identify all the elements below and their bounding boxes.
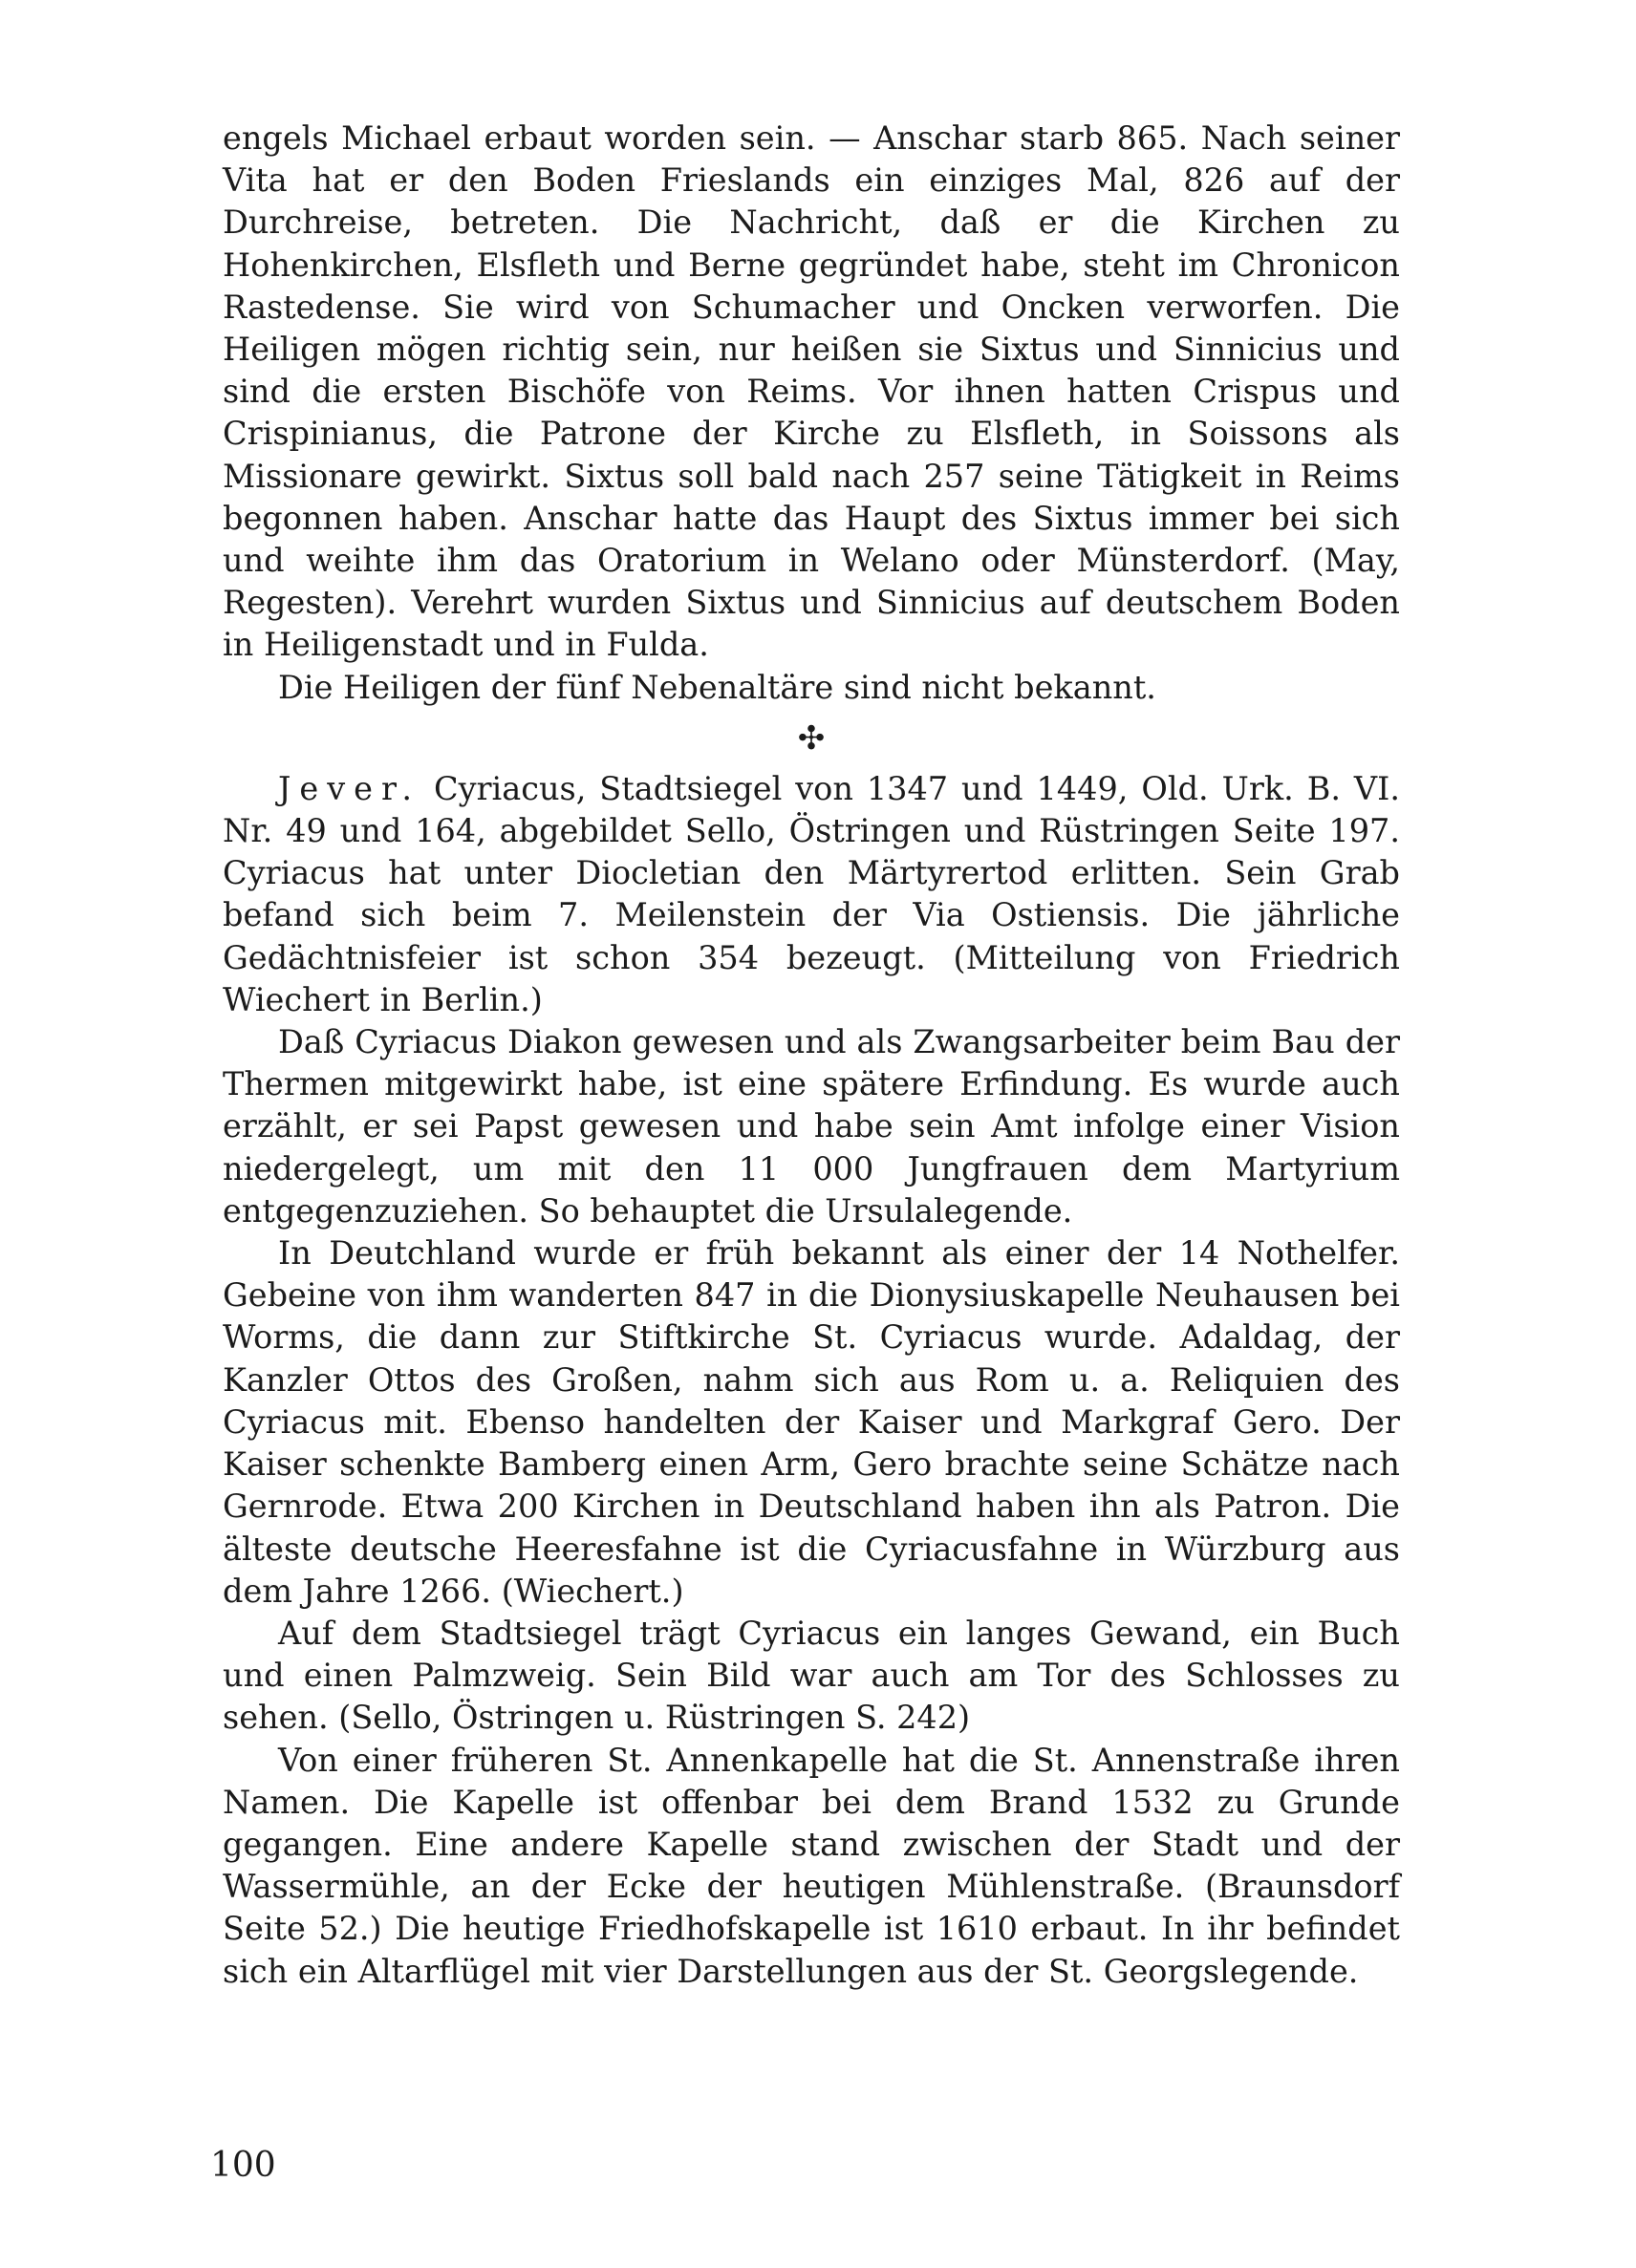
- paragraph-jever-text: Cyriacus, Stadtsiegel von 1347 und 1449, Old. Urk. B. VI. Nr. 49 und 164, abgebildet Sello, Östringen und Rüstringen Seite 197. Cyriacus hat unter Diocletian den Märtyrertod erlitten. Sein Grab befand sich beim 7. Meilenstein der Via Ostiensis. Die jährliche Gedächtnisfeier ist schon 354 bezeugt. (Mitteilung von Friedrich Wiechert in Berlin.): [223, 769, 1400, 1018]
- paragraph-jever: [223, 768, 1400, 1021]
- page-number: 100: [210, 2146, 276, 2185]
- paragraph-diakon: Daß Cyriacus Diakon gewesen und als Zwangsarbeiter beim Bau der Thermen mitgewirkt habe, ist eine spätere Erfindung. Es wurde auch erzählt, er sei Papst gewesen und habe sein Amt infolge einer Vision niedergelegt, um mit den 11 000 Jungfrauen dem Martyrium entgegenzuziehen. So behauptet die Ursulalegende.: [223, 1023, 1400, 1230]
- text-block: [223, 118, 1400, 1993]
- paragraph-annenkapelle: Von einer früheren St. Annenkapelle hat die St. Annenstraße ihren Namen. Die Kapelle ist offenbar bei dem Brand 1532 zu Grunde gegangen. Eine andere Kapelle stand zwischen der Stadt und der Wassermühle, an der Ecke der heutigen Mühlenstraße. (Braunsdorf Seite 52.) Die heutige Friedhofskapelle ist 1610 erbaut. In ihr befindet sich ein Altarflügel mit vier Darstellungen aus der St. Georgslegende.: [223, 1741, 1400, 1990]
- place-heading-jever: Jever.: [278, 769, 420, 807]
- paragraph-nebenaltaere: Die Heiligen der fünf Nebenaltäre sind nicht bekannt.: [278, 668, 1156, 706]
- paragraph-nothelfer: In Deutchland wurde er früh bekannt als einer der 14 Nothelfer. Gebeine von ihm wanderten 847 in die Dionysiuskapelle Neuhausen bei Worms, die dann zur Stiftkirche St. Cyriacus wurde. Adaldag, der Kanzler Ottos des Großen, nahm sich aus Rom u. a. Reliquien des Cyriacus mit. Ebenso handelten der Kaiser und Markgraf Gero. Der Kaiser schenkte Bamberg einen Arm, Gero brachte seine Schätze nach Gernrode. Etwa 200 Kirchen in Deutschland haben ihn als Patron. Die älteste deutsche Heeresfahne ist die Cyriacusfahne in Würzburg aus dem Jahre 1266. (Wiechert.): [223, 1234, 1400, 1610]
- paragraph-anschar: engels Michael erbaut worden sein. — Anschar starb 865. Nach seiner Vita hat er den Boden Frieslands ein einziges Mal, 826 auf der Durchreise, betreten. Die Nachricht, daß er die Kirchen zu Hohenkirchen, Elsfleth und Berne gegründet habe, steht im Chronicon Rastedense. Sie wird von Schumacher und Oncken verworfen. Die Heiligen mögen richtig sein, nur heißen sie Sixtus und Sinnicius und sind die ersten Bischöfe von Reims. Vor ihnen hatten Crispus und Crispinianus, die Patrone der Kirche zu Elsfleth, in Soissons als Missionare gewirkt. Sixtus soll bald nach 257 seine Tätigkeit in Reims begonnen haben. Anschar hatte das Haupt des Sixtus immer bei sich und weihte ihm das Oratorium in Welano oder Münsterdorf. (May, Regesten). Verehrt wurden Sixtus und Sinnicius auf deutschem Boden in Heiligenstadt und in Fulda.: [223, 119, 1400, 664]
- ornament-divider: ✣: [797, 718, 826, 758]
- paragraph-stadtsiegel: Auf dem Stadtsiegel trägt Cyriacus ein langes Gewand, ein Buch und einen Palmzweig. Sein Bild war auch am Tor des Schlosses zu sehen. (Sello, Östringen u. Rüstringen S. 242): [223, 1614, 1400, 1737]
